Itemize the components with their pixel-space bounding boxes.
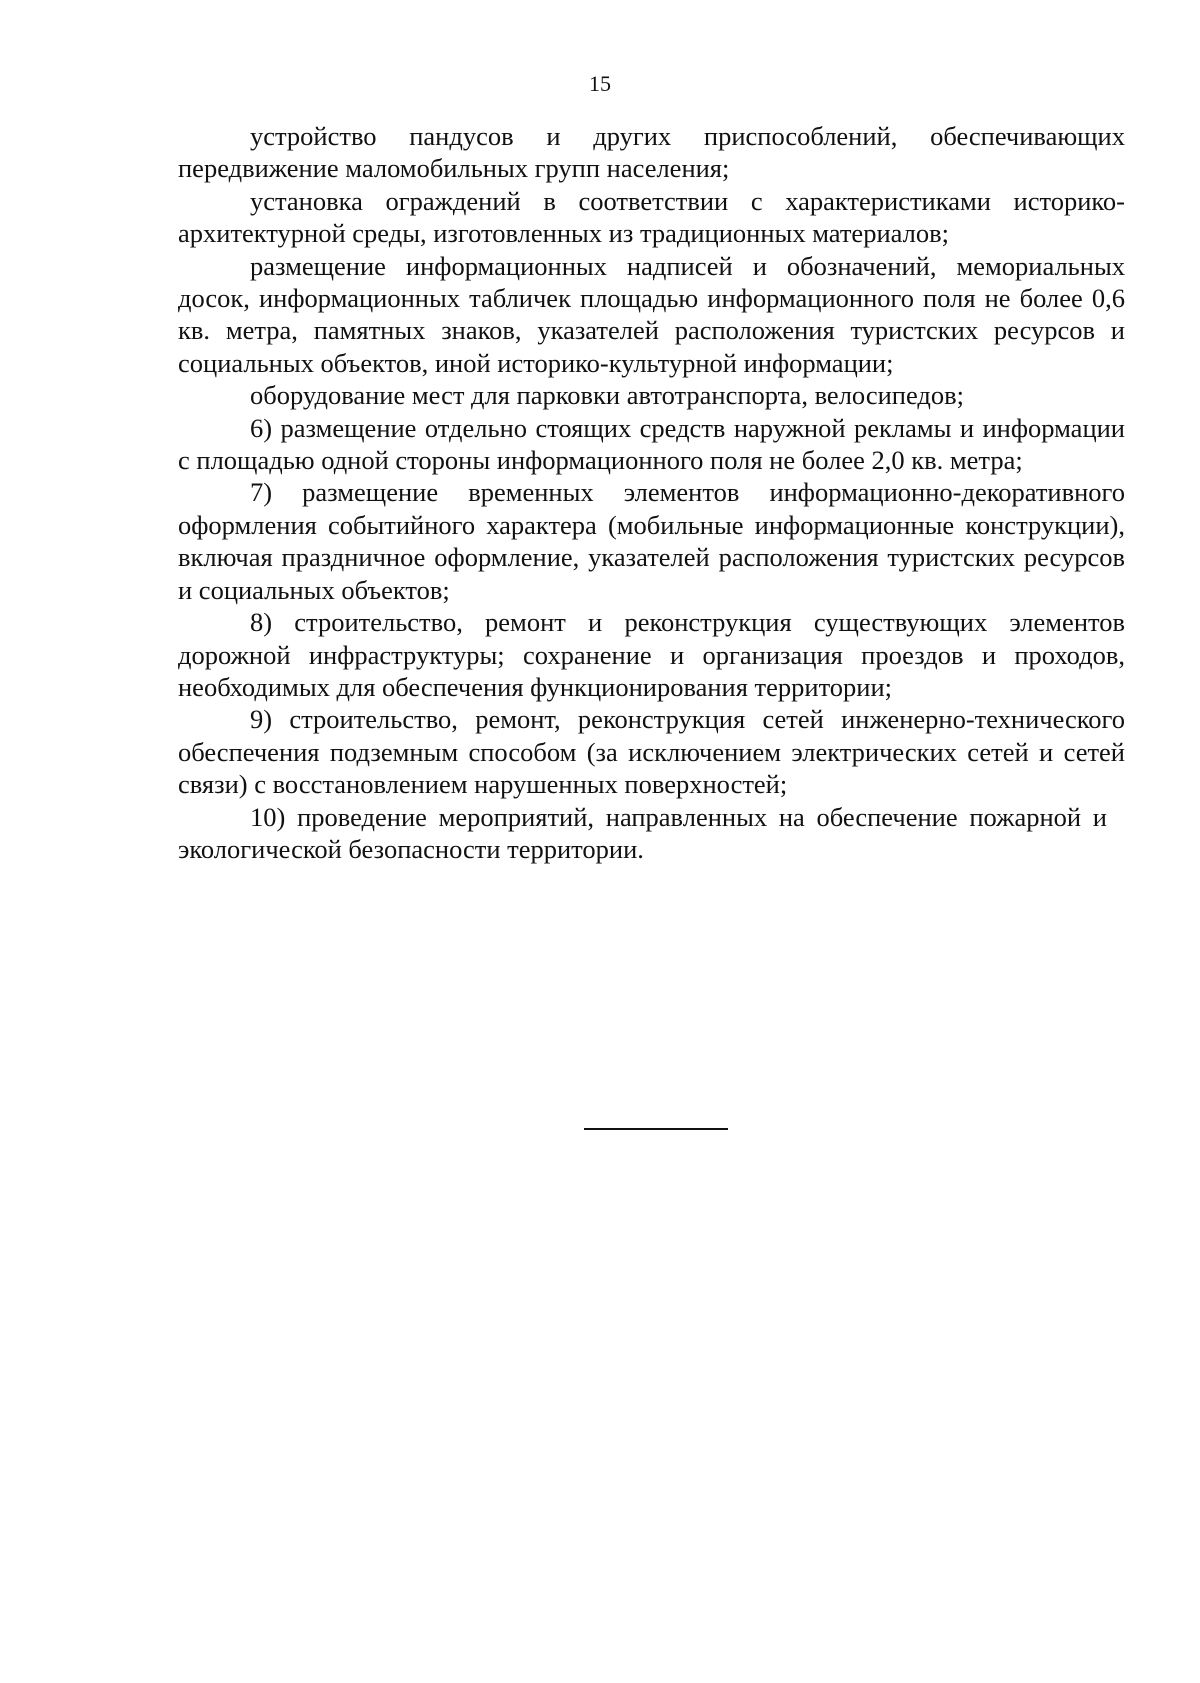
document-body (178, 120, 1125, 865)
end-of-document-rule (584, 1128, 728, 1130)
paragraph-item-8: 8) строительство, ремонт и реконструкция существующих элементов дорожной инфраструктуры; сохранение и организация проездов и проходов, необходимых для обеспечения функционирования территории; (178, 607, 1125, 702)
paragraph-item-6: 6) размещение отдельно стоящих средств наружной рекламы и информации с площадью одной стороны информационного поля не более 2,0 кв. метра; (178, 412, 1125, 476)
paragraph-item-7: 7) размещение временных элементов информационно-декоративного оформления событийного характера (мобильные информационные конструкции), включая праздничное оформление, указателей расположения туристских ресурсов и социальных объектов; (178, 477, 1125, 605)
paragraph-info-signs: размещение информационных надписей и обозначений, мемориальных досок, информационных табличек площадью информационного поля не более 0,6 кв. метра, памятных знаков, указателей расположения туристских ресурсов и социальных объектов, иной историко-культурной информации; (178, 250, 1125, 378)
paragraph-parking: оборудование мест для парковки автотранспорта, велосипедов; (250, 380, 964, 411)
paragraph-item-9: 9) строительство, ремонт, реконструкция сетей инженерно-технического обеспечения подземным способом (за исключением электрических сетей и сетей связи) с восстановлением нарушенных поверхностей; (178, 704, 1125, 800)
paragraph-item-10: 10) проведение мероприятий, направленных на обеспечение пожарной и экологической безопасности территории. (178, 801, 1107, 864)
page-number: 15 (589, 71, 611, 96)
paragraph-fences: установка ограждений в соответствии с характеристиками историко-архитектурной среды, изготовленных из традиционных материалов; (178, 185, 1125, 249)
paragraph-ramps: устройство пандусов и других приспособлений, обеспечивающих передвижение маломобильных групп населения; (178, 121, 1125, 184)
